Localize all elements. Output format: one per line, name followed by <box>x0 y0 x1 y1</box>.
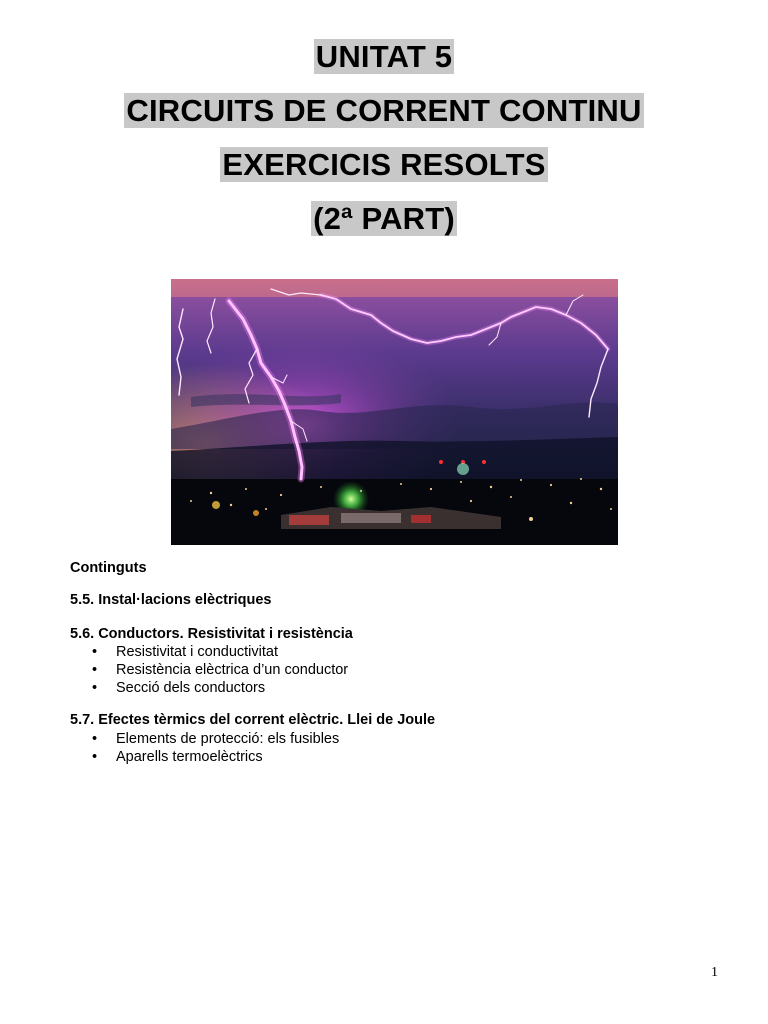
document-type: EXERCICIS RESOLTS <box>222 147 546 182</box>
title-line-4 <box>0 192 768 246</box>
list-item <box>70 730 339 748</box>
section-5-7-list <box>70 730 339 766</box>
lightning-photo <box>171 279 618 545</box>
bullet-icon: • <box>92 749 98 765</box>
section-5-6-list <box>70 643 348 697</box>
section-5-6-title: 5.6. Conductors. Resistivitat i resistència <box>70 626 353 642</box>
contents-heading: Continguts <box>70 560 147 576</box>
part-label: (2ª PART) <box>313 201 455 236</box>
bullet-icon: • <box>92 644 98 660</box>
list-item-label: Resistivitat i conductivitat <box>116 644 278 660</box>
page-number: 1 <box>711 965 718 980</box>
list-item <box>70 748 339 766</box>
title-block <box>0 30 768 246</box>
list-item-label: Secció dels conductors <box>116 680 266 696</box>
section-5-5-title: 5.5. Instal·lacions elèctriques <box>70 592 272 608</box>
list-item-label: Aparells termoelèctrics <box>116 749 263 765</box>
section-5-7-title: 5.7. Efectes tèrmics del corrent elèctric. Llei de Joule <box>70 712 436 728</box>
unit-number: UNITAT 5 <box>315 39 453 74</box>
bullet-icon: • <box>92 731 98 747</box>
list-item-label: Resistència elèctrica d’un conductor <box>116 662 349 678</box>
bullet-icon: • <box>92 680 98 696</box>
list-item <box>70 661 348 679</box>
title-line-2 <box>0 84 768 138</box>
unit-title: CIRCUITS DE CORRENT CONTINU <box>126 93 642 128</box>
list-item <box>70 679 348 697</box>
title-line-1 <box>0 30 768 84</box>
title-line-3 <box>0 138 768 192</box>
bullet-icon: • <box>92 662 98 678</box>
list-item <box>70 643 348 661</box>
list-item-label: Elements de protecció: els fusibles <box>116 731 340 747</box>
